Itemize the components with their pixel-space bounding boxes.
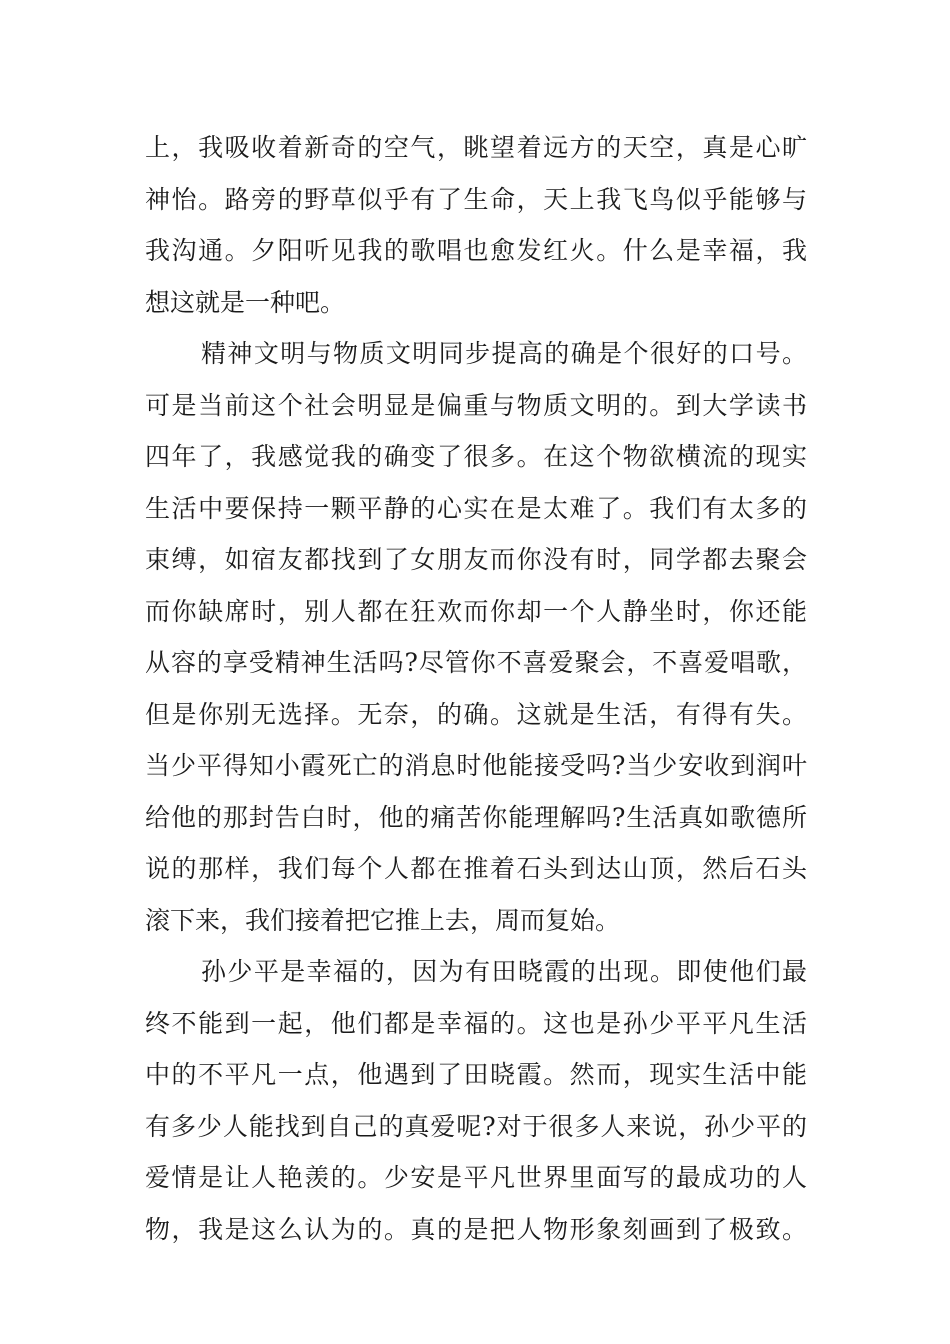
text-line: 爱情是让人艳羡的。少安是平凡世界里面写的最成功的人 [145, 1163, 807, 1192]
text-line: 上，我吸收着新奇的空气，眺望着远方的天空，真是心旷 [145, 133, 807, 162]
text-line: 四年了，我感觉我的确变了很多。在这个物欲横流的现实 [145, 442, 807, 471]
text-line: 说的那样，我们每个人都在推着石头到达山顶，然后石头 [145, 854, 807, 883]
text-line: 生活中要保持一颗平静的心实在是太难了。我们有太多的 [145, 493, 807, 523]
text-line: 想这就是一种吧。 [145, 287, 346, 317]
text-line: 而你缺席时，别人都在狂欢而你却一个人静坐时，你还能 [145, 596, 807, 626]
body-text [145, 122, 807, 1255]
text-line: 给他的那封告白时，他的痛苦你能理解吗?生活真如歌德所 [145, 802, 807, 832]
text-line: 有多少人能找到自己的真爱呢?对于很多人来说，孙少平的 [145, 1111, 807, 1141]
text-line: 物，我是这么认为的。真的是把人物形象刻画到了极致。 [145, 1214, 807, 1244]
text-line: 但是你别无选择。无奈，的确。这就是生活，有得有失。 [145, 699, 807, 729]
text-line: 神怡。路旁的野草似乎有了生命，天上我飞鸟似乎能够与 [145, 184, 807, 214]
text-line: 中的不平凡一点，他遇到了田晓霞。然而，现实生活中能 [145, 1060, 807, 1089]
text-line: 可是当前这个社会明显是偏重与物质文明的。到大学读书 [145, 390, 807, 420]
text-line: 滚下来，我们接着把它推上去，周而复始。 [145, 905, 621, 935]
text-line: 我沟通。夕阳听见我的歌唱也愈发红火。什么是幸福，我 [145, 236, 807, 265]
text-line: 当少平得知小霞死亡的消息时他能接受吗?当少安收到润叶 [145, 751, 807, 780]
text-line: 从容的享受精神生活吗?尽管你不喜爱聚会，不喜爱唱歌， [145, 648, 807, 677]
paragraph-first-line: 精神文明与物质文明同步提高的确是个很好的口号。 [201, 339, 807, 368]
paragraph-first-line: 孙少平是幸福的，因为有田晓霞的出现。即使他们最 [201, 957, 807, 986]
text-line: 束缚，如宿友都找到了女朋友而你没有时，同学都去聚会 [145, 545, 807, 574]
text-line: 终不能到一起，他们都是幸福的。这也是孙少平平凡生活 [145, 1008, 807, 1038]
